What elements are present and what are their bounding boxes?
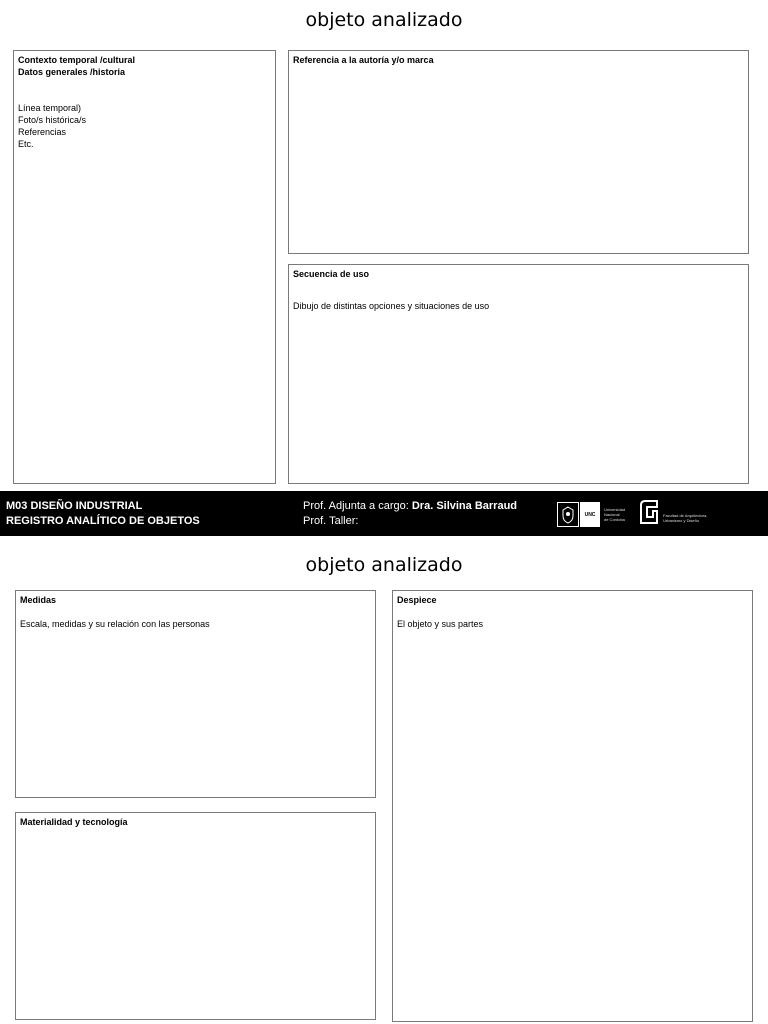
context-item: Foto/s histórica/s xyxy=(18,115,87,125)
unc-seal-icon xyxy=(557,502,579,527)
prof-adjunta-name: Dra. Silvina Barraud xyxy=(411,500,518,512)
prof-adjunta-row xyxy=(303,499,517,514)
measures-box xyxy=(15,590,376,798)
page-title: objeto analizado xyxy=(305,9,463,31)
course-name: M03 DISEÑO INDUSTRIAL xyxy=(6,500,143,512)
prof-adjunta-label: Prof. Adjunta a cargo: xyxy=(303,500,409,512)
faud-mark-icon xyxy=(638,499,660,525)
parts-box-text: El objeto y sus partes xyxy=(397,619,484,629)
faud-logo xyxy=(638,499,707,525)
context-item: Línea temporal) xyxy=(18,103,82,113)
parts-box xyxy=(392,590,753,1022)
context-box-subtitle: Datos generales /historia xyxy=(18,67,126,77)
ipde-logo: IPDE xyxy=(715,502,762,523)
context-box xyxy=(13,50,276,484)
professors-info xyxy=(303,499,517,529)
usage-box-text: Dibujo de distintas opciones y situaciones de uso xyxy=(293,301,490,311)
context-box-title: Contexto temporal /cultural xyxy=(18,55,136,65)
unc-label: UNC xyxy=(580,502,600,527)
prof-taller-label: Prof. Taller: xyxy=(303,515,359,527)
measures-box-text: Escala, medidas y su relación con las personas xyxy=(20,619,210,629)
authorship-box-title: Referencia a la autoría y/o marca xyxy=(293,55,434,65)
unc-text: Universidad Nacional de Córdoba xyxy=(604,507,626,522)
context-item: Referencias xyxy=(18,127,67,137)
materials-box-title: Materialidad y tecnología xyxy=(20,817,128,827)
page-title: objeto analizado xyxy=(305,554,463,576)
unc-logo xyxy=(557,501,629,528)
usage-box xyxy=(288,264,749,484)
parts-box-title: Despiece xyxy=(397,595,437,605)
authorship-box xyxy=(288,50,749,254)
context-item: Etc. xyxy=(18,139,34,149)
faud-words: FAUD Facultad de Arquitectura, Urbanismo y Diseño xyxy=(663,501,708,523)
faud-label: FAUD xyxy=(663,501,693,513)
materials-box xyxy=(15,812,376,1020)
course-info xyxy=(6,499,200,529)
measures-box-title: Medidas xyxy=(20,595,57,605)
course-subject: REGISTRO ANALÍTICO DE OBJETOS xyxy=(6,515,200,527)
usage-box-title: Secuencia de uso xyxy=(293,269,370,279)
